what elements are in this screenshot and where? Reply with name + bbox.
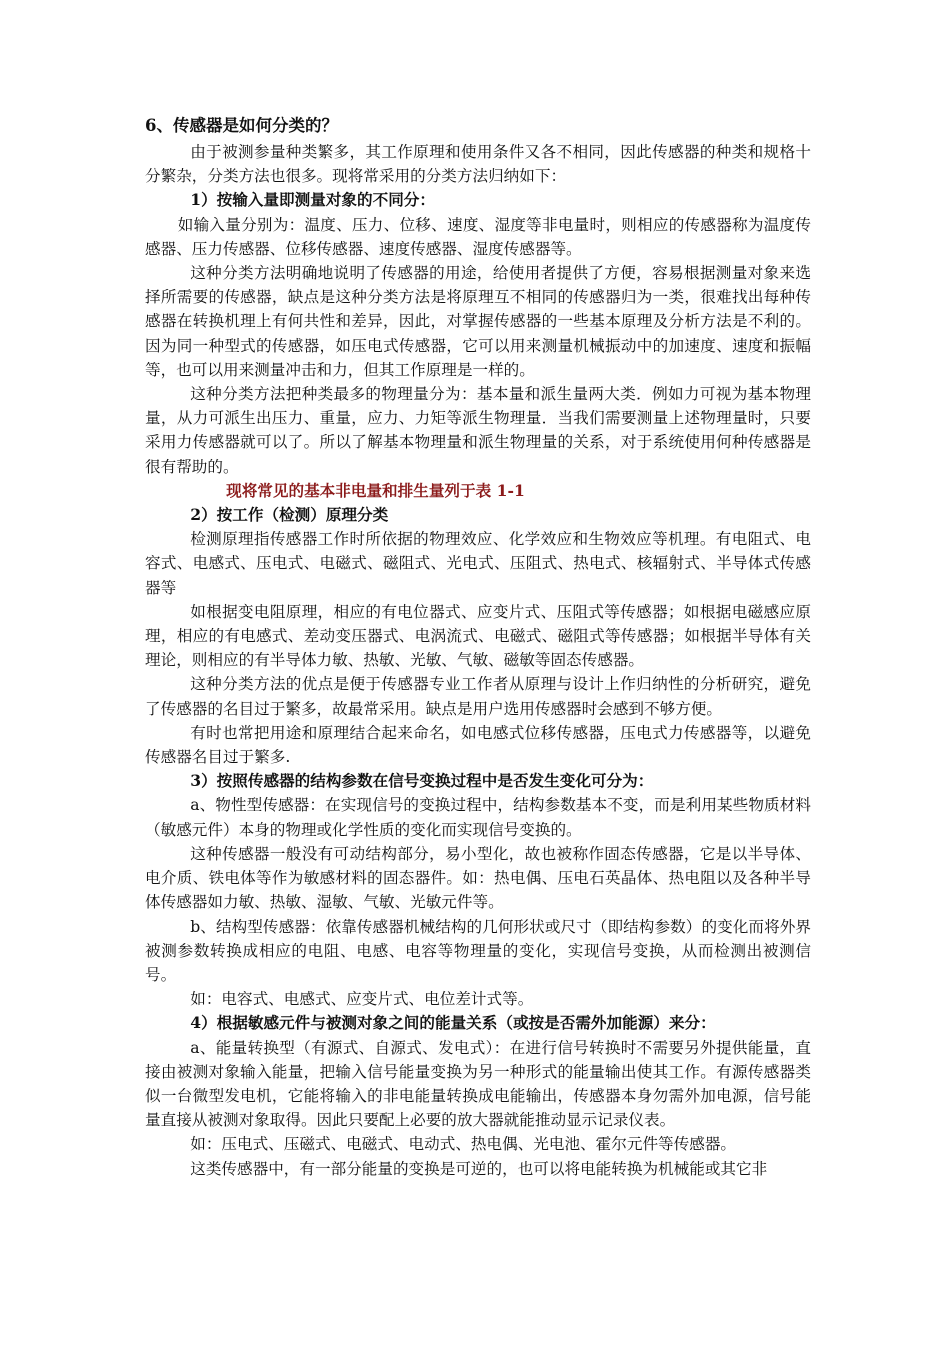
document-page	[145, 112, 811, 1181]
subsection-2-title: 2）按工作（检测）原理分类	[190, 505, 389, 525]
table-reference-note: 现将常见的基本非电量和排生量列于表 1-1	[226, 480, 525, 500]
subsection-1-title: 1）按输入量即测量对象的不同分：	[190, 190, 435, 210]
intro-paragraph: 由于被测参量种类繁多，其工作原理和使用条件又各不相同，因此传感器的种类和规格十分繁杂，分类方法也很多。现将常采用的分类方法归纳如下：	[145, 143, 811, 186]
section-heading: 6、传感器是如何分类的？	[145, 116, 338, 135]
subsection-3-paragraph-4: 如：电容式、电感式、应变片式、电位差计式等。	[190, 990, 534, 1009]
subsection-1-paragraph-3: 这种分类方法把种类最多的物理量分为：基本量和派生量两大类．例如力可视为基本物理量，从力可派生出压力、重量，应力、力矩等派生物理量．当我们需要测量上述物理量时，只要采用力传感器就可以了。所以了解基本物理量和派生物理量的关系，对于系统使用何种传感器是很有帮助的。	[145, 385, 811, 476]
subsection-3-paragraph-3: b、结构型传感器：依靠传感器机械结构的几何形状或尺寸（即结构参数）的变化而将外界被测参数转换成相应的电阻、电感、电容等物理量的变化，实现信号变换，从而检测出被测信号。	[145, 917, 811, 984]
subsection-2-paragraph-2: 如根据变电阻原理，相应的有电位器式、应变片式、压阻式等传感器；如根据电磁感应原理，相应的有电感式、差动变压器式、电涡流式、电磁式、磁阻式等传感器；如根据半导体有关理论，则相应的有半导体力敏、热敏、光敏、气敏、磁敏等固态传感器。	[145, 602, 811, 670]
subsection-1-paragraph-1: 如输入量分别为：温度、压力、位移、速度、湿度等非电量时，则相应的传感器称为温度传感器、压力传感器、位移传感器、速度传感器、湿度传感器等。	[145, 215, 811, 258]
subsection-4-paragraph-3: 这类传感器中，有一部分能量的变换是可逆的，也可以将电能转换为机械能或其它非	[190, 1159, 768, 1178]
subsection-2-paragraph-4: 有时也常把用途和原理结合起来命名，如电感式位移传感器，压电式力传感器等，以避免传感器名目过于繁多.	[145, 723, 811, 767]
subsection-2-paragraph-3: 这种分类方法的优点是便于传感器专业工作者从原理与设计上作归纳性的分析研究，避免了传感器的名目过于繁多，故最常采用。缺点是用户选用传感器时会感到不够方便。	[145, 675, 811, 718]
subsection-4-paragraph-2: 如：压电式、压磁式、电磁式、电动式、热电偶、光电池、霍尔元件等传感器。	[190, 1135, 737, 1154]
subsection-3-paragraph-2: 这种传感器一般没有可动结构部分，易小型化，故也被称作固态传感器，它是以半导体、电介质、铁电体等作为敏感材料的固态器件。如：热电偶、压电石英晶体、热电阻以及各种半导体传感器如力敏、热敏、湿敏、气敏、光敏元件等。	[145, 844, 811, 912]
subsection-1-paragraph-2: 这种分类方法明确地说明了传感器的用途，给使用者提供了方便，容易根据测量对象来选择所需要的传感器，缺点是这种分类方法是将原理互不相同的传感器归为一类，很难找出每种传感器在转换机理上有何共性和差异，因此，对掌握传感器的一些基本原理及分析方法是不利的。因为同一种型式的传感器，如压电式传感器，它可以用来测量机械振动中的加速度、速度和振幅等，也可以用来测量冲击和力，但其工作原理是一样的。	[145, 264, 811, 379]
subsection-3-title: 3）按照传感器的结构参数在信号变换过程中是否发生变化可分为：	[190, 771, 654, 791]
subsection-2-paragraph-1: 检测原理指传感器工作时所依据的物理效应、化学效应和生物效应等机理。有电阻式、电容式、电感式、压电式、电磁式、磁阻式、光电式、压阻式、热电式、核辐射式、半导体式传感器等	[145, 530, 811, 597]
subsection-3-paragraph-1: a、物性型传感器：在实现信号的变换过程中，结构参数基本不变，而是利用某些物质材料（敏感元件）本身的物理或化学性质的变化而实现信号变换的。	[145, 796, 811, 839]
subsection-4-title: 4）根据敏感元件与被测对象之间的能量关系（或按是否需外加能源）来分：	[190, 1013, 716, 1033]
subsection-4-paragraph-1: a、能量转换型（有源式、自源式、发电式）：在进行信号转换时不需要另外提供能量，直接由被测对象输入能量，把输入信号能量变换为另一种形式的能量输出使其工作。有源传感器类似一台微型发电机，它能将输入的非电能量转换成电能输出，传感器本身勿需外加电源，信号能量直接从被测对象取得。因此只要配上必要的放大器就能推动显示记录仪表。	[145, 1038, 811, 1130]
